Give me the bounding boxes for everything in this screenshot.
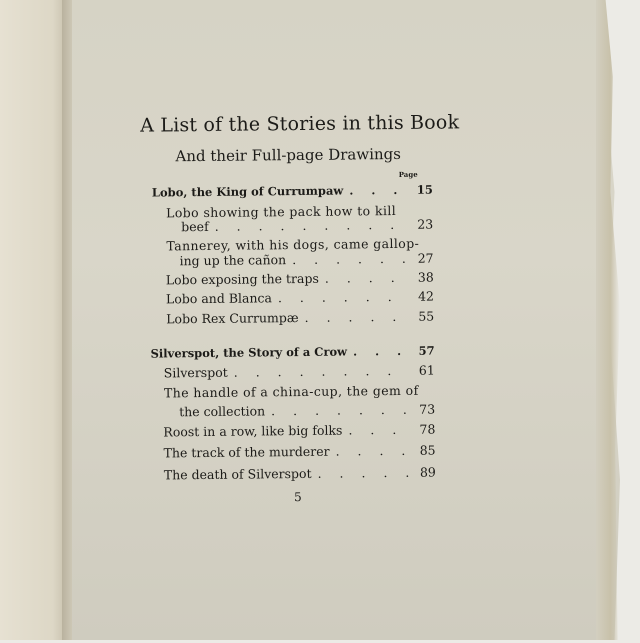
drawing-entry [163, 422, 435, 440]
folio-page-number: 5 [293, 489, 302, 505]
drawing-entry [166, 289, 434, 307]
drawing-title: Silverspot [163, 364, 228, 381]
dot-leader [278, 289, 408, 305]
drawing-title: Roost in a row, like big folks [163, 422, 343, 440]
dot-leader [234, 363, 409, 380]
page-subtitle: And their Full-page Drawings [175, 144, 402, 166]
drawing-entry [181, 217, 433, 235]
page-number: 55 [418, 308, 435, 324]
drawing-title: Lobo Rex Currumpæ [166, 310, 299, 327]
drawing-entry [166, 309, 434, 327]
page-column-header: Page [398, 169, 418, 179]
page-number: 73 [419, 401, 436, 417]
drawing-title-line: The handle of a china-cup, the gem of [163, 382, 419, 401]
story-title: Lobo, the King of Currumpaw [151, 183, 344, 200]
drawing-entry [164, 443, 436, 461]
page-number: 23 [417, 216, 434, 232]
drawing-title: The track of the murderer [163, 443, 330, 461]
drawing-title-line: Tannerey, with his dogs, came gallop- [166, 235, 420, 254]
story-entry [152, 183, 433, 200]
dot-leader [335, 443, 409, 459]
page-number: 85 [419, 442, 436, 458]
drawing-title: Lobo exposing the traps [165, 270, 319, 288]
dot-leader [348, 422, 409, 438]
drawing-title: The death of Silverspot [163, 465, 312, 483]
dot-leader [271, 402, 409, 418]
page-number: 27 [417, 250, 434, 266]
story-entry [150, 344, 434, 361]
dot-leader [325, 270, 408, 286]
page-number: 38 [417, 269, 434, 285]
dot-leader [215, 217, 408, 234]
page-number: 42 [417, 288, 435, 304]
drawing-entry [179, 402, 435, 420]
drawing-title: beef [181, 218, 209, 235]
drawing-entry [164, 465, 436, 483]
dot-leader [317, 465, 409, 481]
page-number: 57 [418, 343, 435, 358]
page-number: 15 [416, 182, 433, 197]
drawing-title: the collection [179, 403, 266, 420]
page-number: 78 [419, 421, 436, 437]
dot-leader [349, 183, 407, 198]
drawing-entry [164, 363, 435, 381]
dot-leader [304, 309, 408, 325]
page-number: 61 [418, 362, 435, 378]
drawing-title-line: Lobo showing the pack how to kill [166, 202, 397, 221]
drawing-title: Lobo and Blanca [165, 290, 273, 307]
page-title: A List of the Stories in this Book [140, 111, 460, 137]
story-title: Silverspot, the Story of a Crow [150, 344, 348, 361]
dot-leader [292, 251, 408, 267]
dot-leader [353, 344, 409, 359]
page-number: 89 [419, 464, 436, 480]
drawing-title: ing up the cañon [179, 252, 287, 269]
drawing-entry [166, 270, 434, 288]
drawing-entry [180, 251, 434, 269]
